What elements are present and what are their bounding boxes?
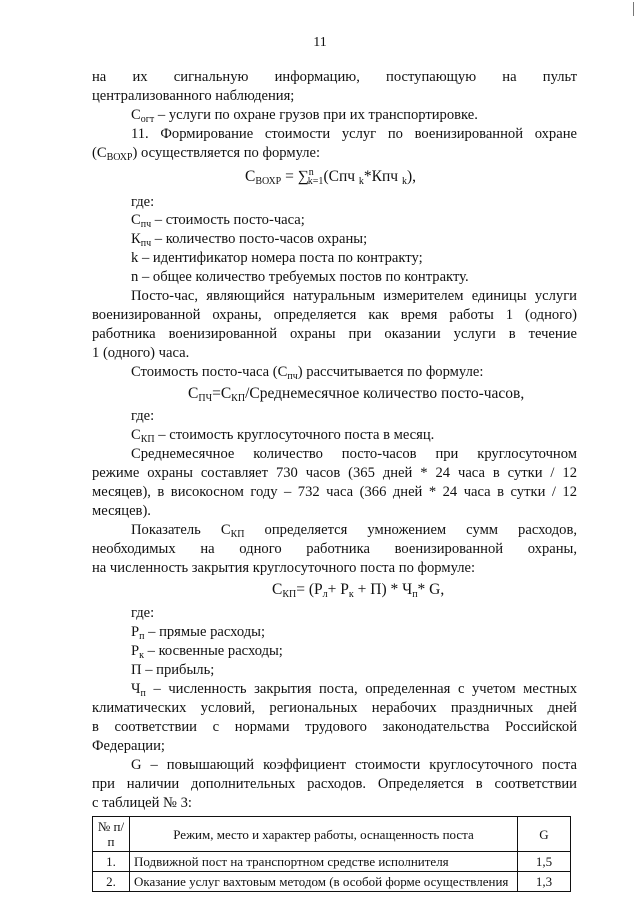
table-header-row: [93, 817, 571, 852]
text-line: G – повышающий коэффициент стоимости круглосуточного поста: [131, 757, 577, 773]
text-line: в соответствии с нормами трудового законодательства Российской: [92, 719, 577, 735]
table-header-cell: G: [518, 817, 571, 852]
text-line: военизированной охраны, определяется как время работы 1 (одного): [92, 307, 577, 323]
table-cell: Подвижной пост на транспортном средстве исполнителя: [130, 852, 518, 872]
text-line: месяцев), в високосном году – 732 часа (366 дней * 24 часа в сутки / 12: [92, 484, 577, 500]
text-line: $Р_п$ – прямые расходы;: [131, 624, 266, 642]
text-line: $К_{пч}$ – количество посто-часов охраны;: [131, 231, 368, 249]
table-cell: 2.: [93, 872, 130, 892]
text-line: централизованного наблюдения;: [92, 88, 295, 104]
formula-voxr: $С_{ВОХР} = \sum^n_{k=1}(Спч$ $_k$*Кпч $_k$),: [245, 167, 417, 187]
table-row: [93, 852, 571, 872]
text-line: Федерации;: [92, 738, 165, 754]
table-cell: 1,5: [518, 852, 571, 872]
text-line: необходимых на одного работника военизированной охраны,: [92, 541, 577, 557]
text-line: n – общее количество требуемых постов по контракту.: [131, 269, 469, 285]
text-line: $С_{КП}$ – стоимость круглосуточного поста в месяц.: [131, 427, 435, 445]
page-number: 11: [313, 35, 327, 50]
text-line: климатических условий, региональных нерабочих праздничных дней: [92, 700, 577, 716]
coefficient-table: [92, 816, 571, 892]
text-line: на численность закрытия круглосуточного поста по формуле:: [92, 560, 476, 576]
text-line: $Ч_п$ – численность закрытия поста, определенная с учетом местных: [131, 681, 577, 699]
table-cell: Оказание услуг вахтовым методом (в особой форме осуществления: [130, 872, 518, 892]
text-line: режиме охраны составляет 730 часов (365 дней * 24 часа в сутки / 12: [92, 465, 577, 481]
text-line: где:: [131, 408, 155, 424]
text-line: $С_{пч}$ – стоимость посто-часа;: [131, 212, 305, 230]
table-cell: 1,3: [518, 872, 571, 892]
text-line: с таблицей № 3:: [92, 795, 192, 811]
table-header-cell: № п/п: [93, 817, 130, 852]
text-line: 1 (одного) часа.: [92, 345, 190, 361]
text-line: $Р_к$ – косвенные расходы;: [131, 643, 283, 661]
text-line: $С_{огт}$ – услуги по охране грузов при их транспортировке.: [131, 107, 478, 125]
text-line: работника военизированной охраны при оказании услуги в течение: [92, 326, 577, 342]
table-cell: 1.: [93, 852, 130, 872]
formula-postochas: $С_{ПЧ}=С_{КП}$/Среднемесячное количество посто-часов,: [188, 385, 525, 404]
text-line: Стоимость посто-часа $(С_{пч})$ рассчитывается по формуле:: [131, 364, 484, 382]
text-line: k – идентификатор номера поста по контракту;: [131, 250, 423, 266]
text-line: где:: [131, 194, 155, 210]
text-line: где:: [131, 605, 155, 621]
text-line: Среднемесячное количество посто-часов при круглосуточном: [131, 446, 577, 462]
text-line: на их сигнальную информацию, поступающую на пульт: [92, 69, 577, 85]
text-line: Посто-час, являющийся натуральным измерителем единицы услуги: [131, 288, 577, 304]
text-line: $(С_{ВОХР})$ осуществляется по формуле:: [92, 145, 321, 163]
text-line: при наличии дополнительных расходов. Определяется в соответствии: [92, 776, 577, 792]
corner-mark: [633, 2, 634, 16]
text-line: 11. Формирование стоимости услуг по военизированной охране: [131, 126, 577, 142]
text-line: месяцев).: [92, 503, 151, 519]
text-line: П – прибыль;: [131, 662, 215, 678]
text-line: Показатель $С_{КП}$ определяется умножением сумм расходов,: [131, 522, 577, 540]
table-header-cell: Режим, место и характер работы, оснащенность поста: [130, 817, 518, 852]
formula-skp: $С_{КП}= (Р_л+ Р_к + П) * Ч_п*$ G,: [272, 581, 445, 600]
table-row: [93, 872, 571, 892]
